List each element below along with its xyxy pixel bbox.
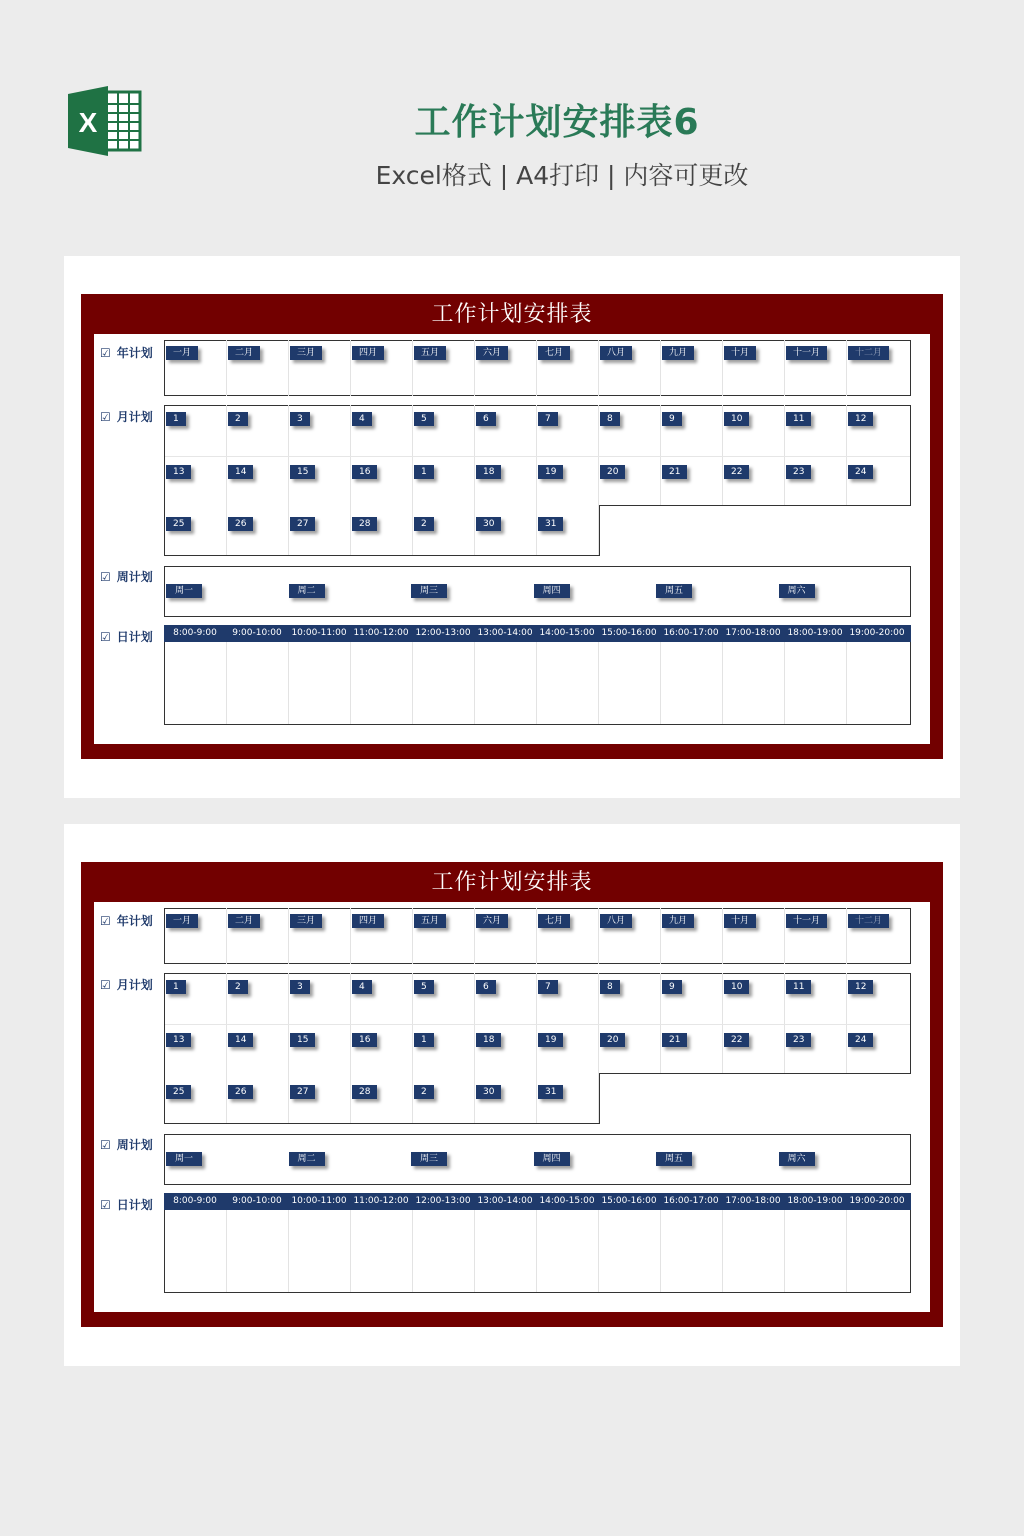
day-tag[interactable]: 16 xyxy=(352,1033,377,1047)
month-tag[interactable]: 三月 xyxy=(290,346,322,360)
time-slot-label: 17:00-18:00 xyxy=(725,628,781,638)
checkbox-icon[interactable]: ☑ xyxy=(100,1138,111,1152)
day-tag[interactable]: 26 xyxy=(228,517,253,531)
label-year-plan xyxy=(100,344,153,361)
month-tag[interactable]: 八月 xyxy=(600,346,632,360)
grid-line xyxy=(722,340,723,396)
weekday-tag[interactable]: 周五 xyxy=(656,584,692,598)
day-tag[interactable]: 21 xyxy=(662,1033,687,1047)
grid-line xyxy=(846,1210,847,1292)
weekday-tag[interactable]: 周二 xyxy=(289,1152,325,1166)
label-day-plan-text: 日计划 xyxy=(116,1198,153,1212)
grid-line xyxy=(350,405,351,555)
grid-line xyxy=(536,908,537,964)
time-slot-label: 15:00-16:00 xyxy=(601,628,657,638)
month-tag[interactable]: 七月 xyxy=(538,914,570,928)
weekday-tag[interactable]: 周六 xyxy=(779,1152,815,1166)
month-tag[interactable]: 三月 xyxy=(290,914,322,928)
time-slot-label: 17:00-18:00 xyxy=(725,1196,781,1206)
month-tag[interactable]: 十二月 xyxy=(848,346,889,360)
page-header xyxy=(0,0,1024,230)
grid-line xyxy=(226,1210,227,1292)
day-tag[interactable]: 13 xyxy=(166,1033,191,1047)
time-header-bar xyxy=(164,625,911,642)
month-tag[interactable]: 五月 xyxy=(414,346,446,360)
day-tag[interactable]: 22 xyxy=(724,1033,749,1047)
time-slot-label: 14:00-15:00 xyxy=(539,628,595,638)
day-tag[interactable]: 12 xyxy=(848,412,873,426)
grid-line xyxy=(536,642,537,724)
weekday-tag[interactable]: 周三 xyxy=(411,1152,447,1166)
day-tag[interactable]: 6 xyxy=(476,412,496,426)
time-slot-label: 18:00-19:00 xyxy=(787,628,843,638)
grid-line xyxy=(846,340,847,396)
weekday-tag[interactable]: 周四 xyxy=(534,1152,570,1166)
day-tag[interactable]: 19 xyxy=(538,465,563,479)
day-tag[interactable]: 28 xyxy=(352,517,377,531)
day-tag[interactable]: 11 xyxy=(786,980,811,994)
label-month-plan-text: 月计划 xyxy=(116,410,153,424)
day-tag[interactable]: 27 xyxy=(290,517,315,531)
grid-line xyxy=(784,405,785,505)
time-slot-label: 11:00-12:00 xyxy=(353,1196,409,1206)
time-slot-label: 16:00-17:00 xyxy=(663,628,719,638)
grid-line xyxy=(350,1210,351,1292)
time-slot-label: 16:00-17:00 xyxy=(663,1196,719,1206)
grid-line xyxy=(226,908,227,964)
grid-line xyxy=(226,340,227,396)
day-tag[interactable]: 23 xyxy=(786,1033,811,1047)
weekday-tag[interactable]: 周一 xyxy=(166,1152,202,1166)
time-slot-label: 9:00-10:00 xyxy=(232,1196,282,1206)
day-tag[interactable]: 13 xyxy=(166,465,191,479)
grid-line xyxy=(474,1210,475,1292)
time-slot-label: 10:00-11:00 xyxy=(291,628,347,638)
grid-line xyxy=(412,340,413,396)
day-tag[interactable]: 30 xyxy=(476,1085,501,1099)
day-tag[interactable]: 3 xyxy=(290,412,310,426)
grid-line xyxy=(722,642,723,724)
day-tag[interactable]: 26 xyxy=(228,1085,253,1099)
grid-line xyxy=(660,642,661,724)
month-tag[interactable]: 六月 xyxy=(476,346,508,360)
weekday-tag[interactable]: 周四 xyxy=(534,584,570,598)
day-tag[interactable]: 1 xyxy=(414,465,434,479)
grid-line xyxy=(660,1210,661,1292)
sheet-body xyxy=(94,334,930,744)
grid-line xyxy=(288,908,289,964)
label-day-plan xyxy=(100,1196,153,1213)
day-tag[interactable]: 2 xyxy=(228,980,248,994)
weekday-tag[interactable]: 周六 xyxy=(779,584,815,598)
label-month-plan-text: 月计划 xyxy=(116,978,153,992)
grid-line xyxy=(722,908,723,964)
time-slot-label: 9:00-10:00 xyxy=(232,628,282,638)
grid-line xyxy=(412,973,413,1123)
sheet-preview-1 xyxy=(64,256,960,798)
label-year-plan-text: 年计划 xyxy=(116,914,153,928)
day-tag[interactable]: 3 xyxy=(290,980,310,994)
grid-line xyxy=(226,642,227,724)
month-tag[interactable]: 九月 xyxy=(662,914,694,928)
day-tag[interactable]: 9 xyxy=(662,980,682,994)
day-tag[interactable]: 2 xyxy=(414,1085,434,1099)
month-tag[interactable]: 二月 xyxy=(228,914,260,928)
grid-line xyxy=(784,642,785,724)
label-week-plan-text: 周计划 xyxy=(116,1138,153,1152)
grid-line xyxy=(288,642,289,724)
grid-line xyxy=(598,405,599,505)
label-year-plan-text: 年计划 xyxy=(116,346,153,360)
day-tag[interactable]: 15 xyxy=(290,465,315,479)
grid-line xyxy=(412,1210,413,1292)
grid-line xyxy=(598,340,599,396)
sheet-preview-2 xyxy=(64,824,960,1366)
time-slot-label: 11:00-12:00 xyxy=(353,628,409,638)
grid-line xyxy=(474,340,475,396)
grid-line xyxy=(288,973,289,1123)
grid-line xyxy=(350,973,351,1123)
grid-line xyxy=(784,1210,785,1292)
weekday-tag[interactable]: 周二 xyxy=(289,584,325,598)
day-tag[interactable]: 31 xyxy=(538,517,563,531)
sheet-title: 工作计划安排表 xyxy=(431,302,593,327)
day-tag[interactable]: 20 xyxy=(600,465,625,479)
grid-line xyxy=(412,908,413,964)
grid-line xyxy=(350,340,351,396)
month-tag[interactable]: 十二月 xyxy=(848,914,889,928)
checkbox-icon[interactable]: ☑ xyxy=(100,914,111,928)
grid-line xyxy=(350,908,351,964)
day-tag[interactable]: 7 xyxy=(538,980,558,994)
grid-line xyxy=(536,973,537,1123)
grid-line xyxy=(846,908,847,964)
month-tag[interactable]: 一月 xyxy=(166,346,198,360)
label-week-plan-text: 周计划 xyxy=(116,570,153,584)
grid-line xyxy=(722,405,723,505)
day-tag[interactable]: 25 xyxy=(166,1085,191,1099)
grid-line xyxy=(536,340,537,396)
grid-line xyxy=(474,908,475,964)
grid-line xyxy=(474,405,475,555)
grid-line xyxy=(598,908,599,964)
day-tag[interactable]: 21 xyxy=(662,465,687,479)
day-tag[interactable]: 18 xyxy=(476,1033,501,1047)
day-tag[interactable]: 2 xyxy=(228,412,248,426)
grid-line xyxy=(660,405,661,505)
day-tag[interactable]: 30 xyxy=(476,517,501,531)
month-tag[interactable]: 九月 xyxy=(662,346,694,360)
day-tag[interactable]: 31 xyxy=(538,1085,563,1099)
grid-line xyxy=(846,405,847,505)
checkbox-icon[interactable]: ☑ xyxy=(100,630,111,644)
grid-line xyxy=(412,642,413,724)
grid-line xyxy=(660,340,661,396)
time-slot-label: 8:00-9:00 xyxy=(173,628,217,638)
day-tag[interactable]: 27 xyxy=(290,1085,315,1099)
grid-line xyxy=(536,405,537,555)
day-tag[interactable]: 9 xyxy=(662,412,682,426)
time-slot-label: 12:00-13:00 xyxy=(415,1196,471,1206)
time-slot-label: 18:00-19:00 xyxy=(787,1196,843,1206)
grid-line xyxy=(722,973,723,1073)
time-slot-label: 19:00-20:00 xyxy=(849,628,905,638)
checkbox-icon[interactable]: ☑ xyxy=(100,410,111,424)
weekday-tag[interactable]: 周五 xyxy=(656,1152,692,1166)
day-tag[interactable]: 22 xyxy=(724,465,749,479)
grid-line xyxy=(288,405,289,555)
day-tag[interactable]: 12 xyxy=(848,980,873,994)
month-tag[interactable]: 一月 xyxy=(166,914,198,928)
grid-line xyxy=(474,642,475,724)
day-tag[interactable]: 28 xyxy=(352,1085,377,1099)
month-tag[interactable]: 六月 xyxy=(476,914,508,928)
day-tag[interactable]: 4 xyxy=(352,412,372,426)
time-header-bar xyxy=(164,1193,911,1210)
day-tag[interactable]: 25 xyxy=(166,517,191,531)
weekday-tag[interactable]: 周三 xyxy=(411,584,447,598)
sheet-body xyxy=(94,902,930,1312)
time-slot-label: 12:00-13:00 xyxy=(415,628,471,638)
weekday-tag[interactable]: 周一 xyxy=(166,584,202,598)
month-tag[interactable]: 十月 xyxy=(724,346,756,360)
label-month-plan xyxy=(100,976,153,993)
grid-line xyxy=(598,973,599,1073)
grid-line xyxy=(226,973,227,1123)
grid-line xyxy=(846,642,847,724)
grid-line xyxy=(660,973,661,1073)
checkbox-icon[interactable]: ☑ xyxy=(100,346,111,360)
label-week-plan xyxy=(100,568,153,585)
day-tag[interactable]: 18 xyxy=(476,465,501,479)
day-tag[interactable]: 24 xyxy=(848,1033,873,1047)
grid-line xyxy=(846,973,847,1073)
day-tag[interactable]: 14 xyxy=(228,465,253,479)
day-tag[interactable]: 2 xyxy=(414,517,434,531)
day-tag[interactable]: 5 xyxy=(414,412,434,426)
time-slot-label: 15:00-16:00 xyxy=(601,1196,657,1206)
grid-line xyxy=(288,1210,289,1292)
month-tag[interactable]: 七月 xyxy=(538,346,570,360)
month-tag[interactable]: 十一月 xyxy=(786,346,827,360)
month-tag[interactable]: 二月 xyxy=(228,346,260,360)
grid-line xyxy=(784,973,785,1073)
month-tag[interactable]: 五月 xyxy=(414,914,446,928)
day-tag[interactable]: 1 xyxy=(414,1033,434,1047)
page-title: 工作计划安排表6 xyxy=(414,102,700,143)
grid-line xyxy=(536,1210,537,1292)
svg-text:X: X xyxy=(78,107,98,138)
grid-line xyxy=(412,405,413,555)
grid-line xyxy=(722,1210,723,1292)
day-tag[interactable]: 4 xyxy=(352,980,372,994)
time-slot-label: 13:00-14:00 xyxy=(477,1196,533,1206)
row-line xyxy=(165,456,910,457)
month-tag[interactable]: 十月 xyxy=(724,914,756,928)
day-tag[interactable]: 6 xyxy=(476,980,496,994)
sheet-frame xyxy=(81,294,943,759)
day-tag[interactable]: 1 xyxy=(166,412,186,426)
checkbox-icon[interactable]: ☑ xyxy=(100,1198,111,1212)
time-slot-label: 14:00-15:00 xyxy=(539,1196,595,1206)
grid-line xyxy=(784,908,785,964)
time-slot-label: 10:00-11:00 xyxy=(291,1196,347,1206)
month-tag[interactable]: 八月 xyxy=(600,914,632,928)
day-tag[interactable]: 10 xyxy=(724,980,749,994)
label-week-plan xyxy=(100,1136,153,1153)
sheet-title: 工作计划安排表 xyxy=(431,870,593,895)
checkbox-icon[interactable]: ☑ xyxy=(100,570,111,584)
sheet-frame xyxy=(81,862,943,1327)
time-slot-label: 8:00-9:00 xyxy=(173,1196,217,1206)
day-tag[interactable]: 23 xyxy=(786,465,811,479)
grid-line xyxy=(660,908,661,964)
grid-line xyxy=(226,405,227,555)
grid-line xyxy=(350,642,351,724)
time-slot-label: 19:00-20:00 xyxy=(849,1196,905,1206)
day-tag[interactable]: 10 xyxy=(724,412,749,426)
checkbox-icon[interactable]: ☑ xyxy=(100,978,111,992)
page-subtitle: Excel格式 | A4打印 | 内容可更改 xyxy=(375,161,749,190)
row-line xyxy=(165,1024,910,1025)
label-year-plan xyxy=(100,912,153,929)
label-day-plan xyxy=(100,628,153,645)
day-tag[interactable]: 7 xyxy=(538,412,558,426)
day-tag[interactable]: 20 xyxy=(600,1033,625,1047)
day-tag[interactable]: 11 xyxy=(786,412,811,426)
day-tag[interactable]: 5 xyxy=(414,980,434,994)
day-tag[interactable]: 8 xyxy=(600,980,620,994)
day-tag[interactable]: 1 xyxy=(166,980,186,994)
month-tag[interactable]: 四月 xyxy=(352,346,384,360)
day-tag[interactable]: 16 xyxy=(352,465,377,479)
day-tag[interactable]: 24 xyxy=(848,465,873,479)
day-tag[interactable]: 19 xyxy=(538,1033,563,1047)
day-tag[interactable]: 15 xyxy=(290,1033,315,1047)
month-tag[interactable]: 四月 xyxy=(352,914,384,928)
month-tag[interactable]: 十一月 xyxy=(786,914,827,928)
grid-line xyxy=(598,642,599,724)
grid-line xyxy=(288,340,289,396)
day-tag[interactable]: 8 xyxy=(600,412,620,426)
day-tag[interactable]: 14 xyxy=(228,1033,253,1047)
label-day-plan-text: 日计划 xyxy=(116,630,153,644)
time-slot-label: 13:00-14:00 xyxy=(477,628,533,638)
grid-line xyxy=(474,973,475,1123)
label-month-plan xyxy=(100,408,153,425)
grid-line xyxy=(598,1210,599,1292)
grid-line xyxy=(784,340,785,396)
